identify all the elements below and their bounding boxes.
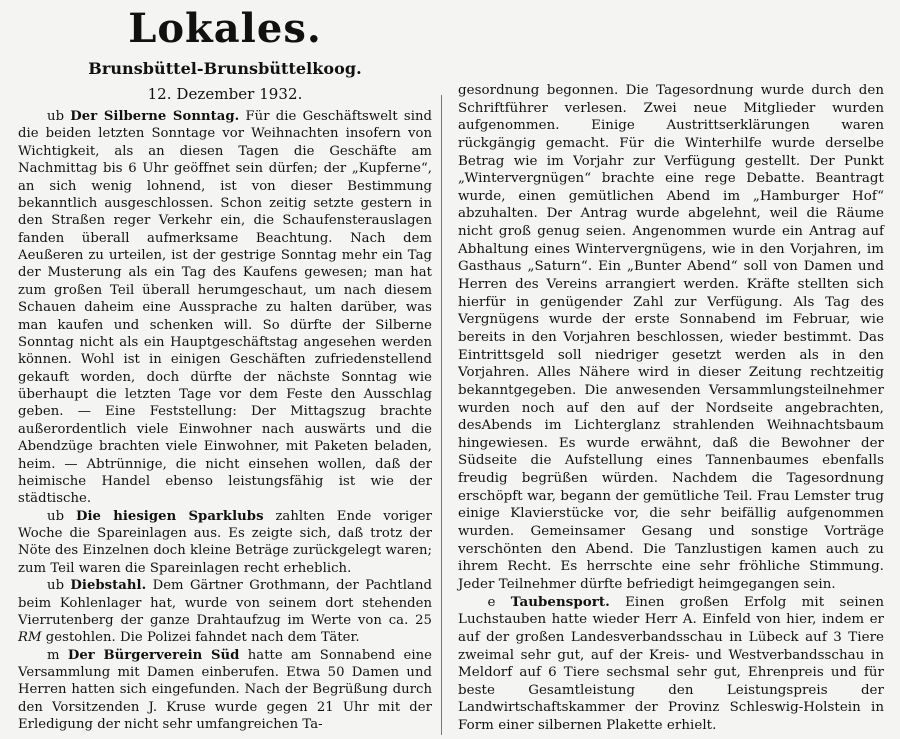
article-tag: ub: [47, 109, 65, 124]
article-headline: Der Silberne Sonntag.: [70, 109, 240, 124]
article-body: hatte am Sonnabend eine Versammlung mit Damen einberufen. Etwa 50 Damen und Herren hatten sich eingefunden. Nach der Begrüßung durch den Vorsitzenden J. Kruse wurde gegen 21 Uhr mit der Erledigung der nicht sehr umfangreichen Ta-: [18, 647, 432, 733]
currency-symbol: RM: [18, 630, 42, 646]
article-headline: Diebstahl.: [70, 578, 147, 594]
article-headline: Der Bürgerverein Süd: [67, 647, 240, 663]
article-tag: ub: [47, 508, 65, 524]
article-sparklubs: [18, 508, 432, 578]
article-body: Einen großen Erfolg mit seinen Luchstauben hatte wieder Herr A. Einfeld von hier, indem er auf der großen Landesverbandsschau in Lübeck auf 3 Tiere zweimal sehr gut, auf der Kreis- und Westverbandsschau in Meldorf auf 6 Tiere sechsmal sehr gut, Ehrenpreis und für beste Gesamtleistung den Leistungspreis der Landwirtschaftskammer der Provinz Schleswig-Holstein in Form einer silbernen Plakette erhielt.: [458, 594, 884, 734]
article-tag: m: [47, 647, 60, 663]
section-title: Lokales.: [128, 5, 322, 52]
column-divider: [441, 95, 442, 735]
article-tag: e: [487, 594, 496, 610]
article-buergerverein: [18, 647, 432, 734]
right-column: [458, 82, 884, 735]
article-taubensport: [458, 594, 884, 735]
article-body: Für die Geschäftswelt sind die beiden letzten Sonntage vor Weihnachten insofern von Wichtigkeit, als an diesen Tagen die Geschäfte am Nachmittag bis 6 Uhr geöffnet sein dürfen; der „Kupferne“, an sich wenig lohnend, ist von dieser Bestimmung bekanntlich ausgeschlossen. Schon zeitig setzte gestern in den Straßen reger Verkehr ein, die Schaufensterauslagen fanden überall aufmerksame Beachtung. Nach dem Aeußeren zu urteilen, ist der gestrige Sonntag mehr ein Tag der Musterung als ein Tag des Kaufens gewesen; man hat zum großen Teil überall herumgeschaut, um nach diesem Schauen daheim eine Aussprache zu halten darüber, was man kaufen und schenken will. So dürfte der Silberne Sonntag nicht als ein Hauptgeschäftstag angesehen werden können. Wohl ist in einigen Geschäften zufriedenstellend gekauft worden, doch dürfte der nächste Sonntag wie überhaupt die letzten Tage vor dem Feste den Ausschlag geben. — Eine Feststellung: Der Mittagszug brachte außerordentlich viele Einwohner nach auswärts und die Abendzüge brachten viele Einwohner, mit Paketen beladen, heim. — Abtrünnige, die nicht einsehen wollen, daß der heimische Handel ebenso leistungsfähig ist wie der städtische.: [18, 109, 432, 507]
dateline: 12. Dezember 1932.: [147, 85, 303, 103]
article-headline: Die hiesigen Sparklubs: [75, 508, 264, 524]
article-silberner-sonntag: [18, 108, 432, 508]
article-headline: Taubensport.: [510, 593, 610, 610]
article-tag: ub: [47, 578, 65, 594]
left-column: [18, 0, 432, 734]
article-body: zahlten Ende voriger Woche die Spareinlagen aus. Es zeigte sich, daß trotz der Nöte des Einzelnen doch kleine Beträge zurückgelegt waren; zum Teil waren die Spareinlagen recht erheblich.: [18, 508, 433, 576]
article-diebstahl: [18, 577, 432, 647]
section-subtitle: Brunsbüttel-Brunsbüttelkoog.: [88, 59, 362, 78]
article-body: Dem Gärtner Grothmann, der Pachtland beim Kohlenlager hat, wurde von seinem dort stehenden Vierrutenberg der ganze Drahtaufzug im Werte von ca. 25: [18, 578, 432, 628]
masthead: [18, 6, 432, 104]
article-body: gestohlen. Die Polizei fahndet nach dem Täter.: [45, 630, 360, 646]
article-continuation: gesordnung begonnen. Die Tagesordnung wurde durch den Schriftführer verlesen. Zwei neue Mitglieder wurden aufgenommen. Einige Austrittserklärungen waren rückgängig gemacht. Für die Winterhilfe wurde derselbe Betrag wie im Vorjahr zur Verfügung gestellt. Der Punkt „Wintervergnügen“ brachte eine rege Debatte. Beantragt wurde, einen gemütlichen Abend im „Hamburger Hof“ abzuhalten. Der Antrag wurde abgelehnt, weil die Räume nicht groß genug seien. Angenommen wurde ein Antrag auf Abhaltung eines Wintervergnügens, wie in den Vorjahren, im Gasthaus „Saturn“. Ein „Bunter Abend“ soll von Damen und Herren des Vereins arrangiert werden. Kräfte stellten sich hierfür in genügender Zahl zur Verfügung. Als Tag des Vergnügens wurde der erste Sonnabend im Februar, wie bereits in den Vorjahren beschlossen, wieder bestimmt. Das Eintrittsgeld soll niedriger gesetzt werden als in den Vorjahren. Alles Nähere wird in dieser Zeitung rechtzeitig bekanntgegeben. Die anwesenden Versammlungsteilnehmer wurden noch auf den auf der Nordseite angebrachten, desAbends im Lichterglanz strahlenden Weihnachtsbaum hingewiesen. Es wurde erwähnt, daß die Bewohner der Südseite die Aufstellung eines Tannenbaumes ebenfalls freudig begrüßen würden. Nachdem die Tagesordnung erschöpft war, begann der gemütliche Teil. Frau Lemster trug einige Klavierstücke vor, die sehr beifällig aufgenommen wurden. Gemeinsamer Gesang und sonstige Vorträge verschönten den Abend. Die Tanzlustigen kamen auch zu ihrem Recht. Es herrschte eine sehr fröhliche Stimmung. Jeder Teilnehmer dürfte befriedigt heimgegangen sein.: [458, 83, 884, 592]
